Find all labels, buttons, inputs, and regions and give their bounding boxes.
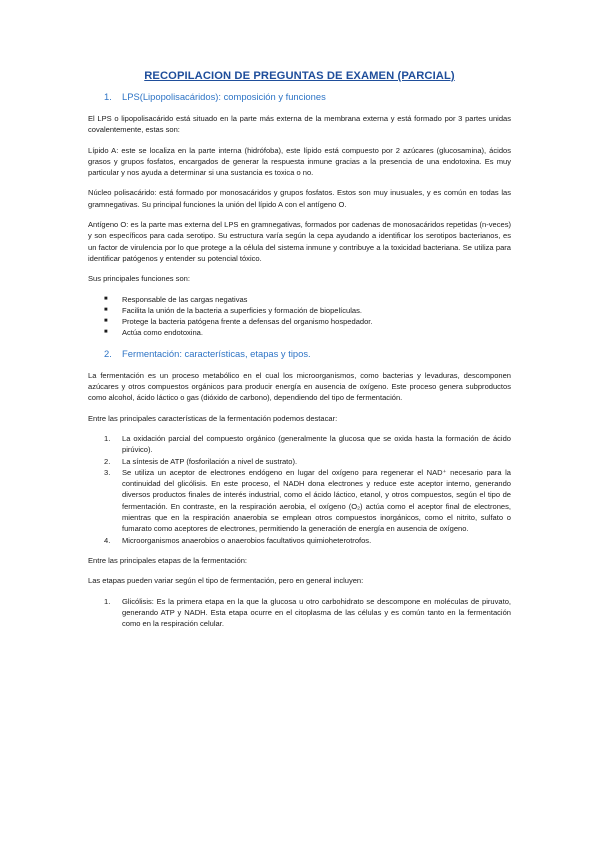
paragraph: Entre las principales características de la fermentación podemos destacar: bbox=[88, 413, 338, 423]
list-item: 4. Microorganismos anaerobios o anaerobios facultativos quimioheterotrofos. bbox=[104, 535, 372, 545]
paragraph: Sus principales funciones son: bbox=[88, 274, 190, 284]
list-item: ■ Protege la bacteria patógena frente a defensas del organismo hospedador. bbox=[88, 316, 511, 327]
bullet-icon: ■ bbox=[104, 295, 108, 302]
paragraph: Las etapas pueden variar según el tipo de fermentación, pero en general incluyen: bbox=[88, 576, 364, 586]
bullet-icon: ■ bbox=[104, 329, 108, 336]
list-item: 1. Glicólisis: Es la primera etapa en la que la glucosa u otro carbohidrato se descompone en moléculas de piruvato, generando ATP y NADH. Esta etapa ocurre en el citoplasma de las células y es común tanto en la fermentación como en la respiración celular. bbox=[104, 596, 511, 629]
paragraph: Lípido A: este se localiza en la parte interna (hidrófoba), este lípido está compuesto por 2 azúcares (glucosamina), ácidos grasos y grupos fosfatos, encargados de generar la respuesta inmune gracias a la presencia de una endotoxina. Es muy particular y nos ayuda a determinar si una sustancia es toxica o no. bbox=[88, 145, 511, 178]
functions-list bbox=[88, 294, 511, 339]
list-item: ■ Responsable de las cargas negativas bbox=[88, 294, 511, 305]
paragraph: Antígeno O: es la parte mas externa del LPS en gramnegativas, formados por cadenas de monosacáridos repetidas (n-veces) y son específicos para cada serotipo. Su estructura varía según la cepa ayudando a identificar los serotipos bacterianos, es un factor de virulencia por lo que protege a la célula del sistema inmune y contribuye a la toxicidad bacteriana. Se utiliza para identificar patógenos y entender su potencial tóxico. bbox=[88, 220, 511, 263]
section-heading-lps bbox=[88, 91, 511, 102]
features-list bbox=[88, 433, 511, 546]
bullet-icon: ■ bbox=[104, 318, 108, 325]
section-number: 1. bbox=[104, 91, 112, 102]
section-number: 2. bbox=[104, 347, 112, 359]
document-title: RECOPILACION DE PREGUNTAS DE EXAMEN (PARCIAL) bbox=[144, 70, 455, 82]
section-heading-fermentacion bbox=[88, 348, 511, 359]
section-heading-text: LPS(Lipopolisacáridos): composición y funciones bbox=[122, 91, 326, 102]
paragraph: Núcleo polisacárido: está formado por monosacáridos y grupos fosfatos. Estos son muy inusuales, y es común en todas las gramnegativas. Su principal funciones la unión del lípido A con el antígeno O. bbox=[88, 188, 511, 209]
paragraph: El LPS o lipopolisacárido está situado en la parte más externa de la membrana externa y está formado por 3 partes unidas covalentemente, estas son: bbox=[88, 114, 511, 135]
list-item: ■ Actúa como endotoxina. bbox=[88, 327, 511, 338]
paragraph: Entre las principales etapas de la fermentación: bbox=[88, 555, 247, 565]
section-heading-text: Fermentación: características, etapas y tipos. bbox=[122, 347, 311, 359]
list-item: 3. Se utiliza un aceptor de electrones endógeno en lugar del oxígeno para regenerar el NAD⁺ necesario para la continuidad del glicólisis. En este proceso, el NADH dona electrones y reduce este aceptor interno, generando diversos productos finales de interés industrial, como el ácido láctico, etanol, y otros compuestos, según el tipo de fermentación. En contraste, en la respiración aerobia, el oxígeno (O₂) actúa como el aceptor final de electrones, mientras que en la respiración anaerobia se emplean otros compuestos inorgánicos, como el nitrito, sulfato o fumarato como aceptores de electrones, permitiendo la generación de energía en ausencia de oxígeno. bbox=[104, 467, 511, 534]
list-item: 2. La síntesis de ATP (fosforilación a nivel de sustrato). bbox=[104, 456, 298, 466]
bullet-icon: ■ bbox=[104, 306, 108, 313]
list-item: ■ Facilita la unión de la bacteria a superficies y formación de biopelículas. bbox=[88, 305, 511, 316]
list-item: 1. La oxidación parcial del compuesto orgánico (generalmente la glucosa que se oxida hasta la formación de ácido pirúvico). bbox=[104, 433, 511, 455]
stages-list bbox=[88, 596, 511, 630]
paragraph: La fermentación es un proceso metabólico en el cual los microorganismos, como bacterias y levaduras, descomponen azúcares y otros compuestos orgánicos para producir energía en ausencia de oxígeno. Este proceso genera subproductos como alcohol, ácido láctico o gas (dióxido de carbono), dependiendo del tipo de fermentación. bbox=[88, 370, 511, 403]
